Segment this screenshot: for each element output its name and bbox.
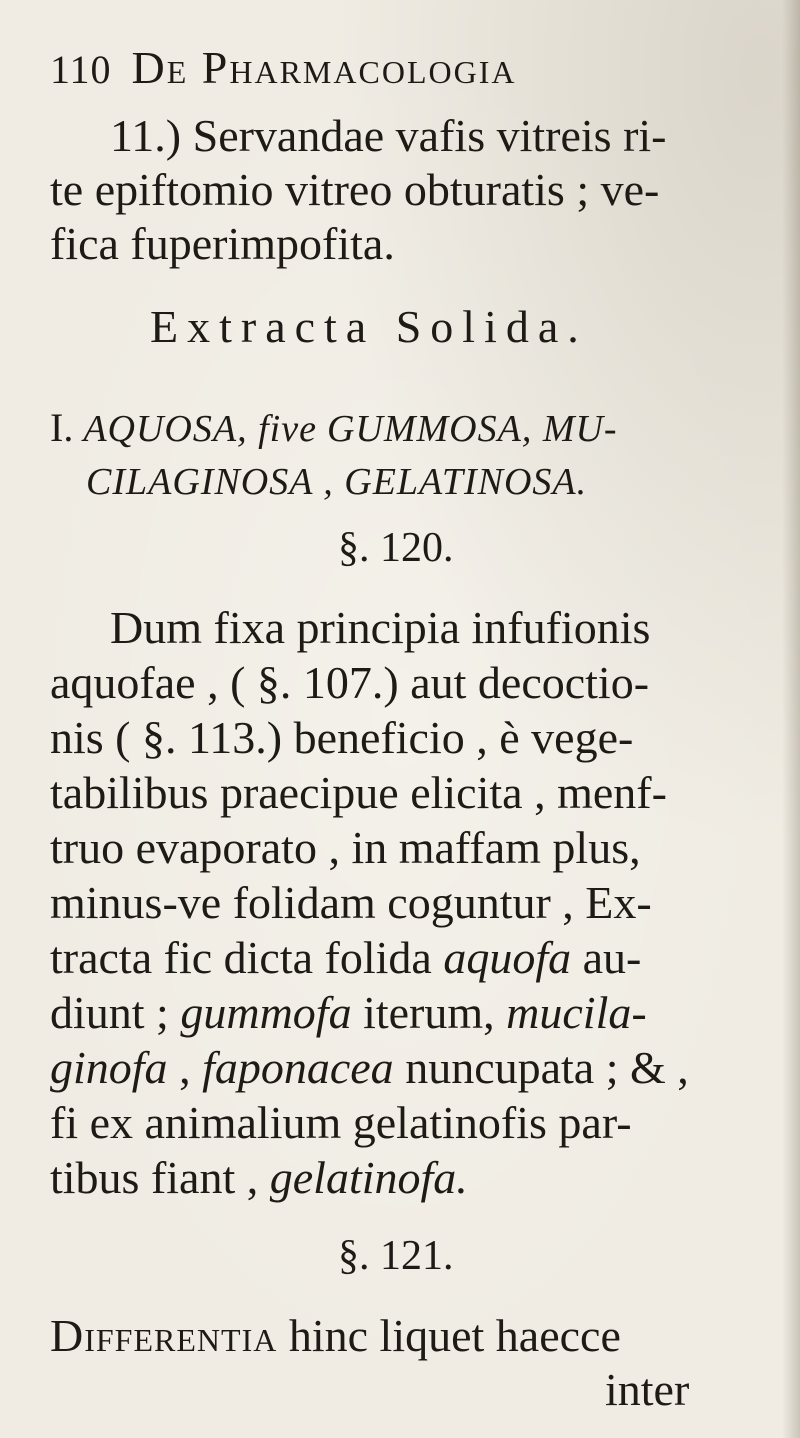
page-title: De Pharmacologia (131, 42, 517, 93)
para-120-line-11 (50, 1150, 468, 1206)
para-120-line-3: nis ( §. 113.) beneficio , è vege- (50, 712, 634, 763)
paragraph-11-line-3: fica fuperimpofita. (50, 218, 395, 269)
para-120-faponacea: faponacea (202, 1042, 394, 1093)
section-title: Extracta Solida. (150, 301, 588, 352)
para-120-gummofa: gummofa (180, 987, 352, 1038)
para-120-line-7-b: au- (571, 932, 642, 983)
subsection-heading-line-1 (50, 400, 618, 457)
para-121-catchword: inter (605, 1364, 690, 1415)
para-120-line-5: truo evaporato , in maffam plus, (50, 822, 641, 873)
page-number: 110 (50, 47, 112, 92)
para-120-mucila: mucila- (506, 987, 647, 1038)
para-121-line-1 (50, 1308, 621, 1364)
para-120-line-7 (50, 930, 641, 986)
subsection-heading-line-2: CILAGINOSA , GELATINOSA. (86, 461, 588, 503)
para-120-line-9 (50, 1040, 689, 1096)
para-120-gelatinofa: gelatinofa. (269, 1152, 468, 1203)
subsection-sep: , five (237, 408, 317, 450)
subsection-mu: , MU- (521, 408, 618, 450)
section-120-heading: §. 120. (338, 525, 454, 571)
para-120-line-9-b: nuncupata ; & , (393, 1042, 689, 1093)
para-121-line-1-b: hinc liquet haecce (277, 1310, 621, 1361)
para-120-line-7-a: tracta fic dicta folida (50, 932, 444, 983)
para-120-line-4: tabilibus praecipue elicita , menf- (50, 767, 667, 818)
subsection-gummosa: GUMMOSA (326, 408, 522, 450)
para-120-line-11-a: tibus fiant , (50, 1152, 270, 1203)
subsection-numeral: I. (50, 405, 74, 450)
para-120-line-9-a: , (167, 1042, 203, 1093)
para-120-line-10: fi ex animalium gelatinofis par- (50, 1097, 632, 1148)
subsection-aquosa: AQUOSA (83, 408, 238, 450)
para-120-line-8-b: iterum, (351, 987, 507, 1038)
paragraph-11-line-2: te epiftomio vitreo obturatis ; ve- (50, 164, 660, 215)
running-header (50, 40, 516, 98)
para-120-ginofa: ginofa (50, 1042, 168, 1093)
para-121-differentia: Differentia (50, 1310, 278, 1361)
section-121-heading: §. 121. (338, 1233, 454, 1279)
para-120-line-2: aquofae , ( §. 107.) aut decoctio- (50, 657, 650, 708)
para-120-line-8 (50, 985, 647, 1041)
paragraph-11-line-1: 11.) Servandae vafis vitreis ri- (110, 110, 667, 161)
para-120-line-6: minus-ve folidam coguntur , Ex- (50, 877, 652, 928)
para-120-line-8-a: diunt ; (50, 987, 181, 1038)
para-120-aquofa: aquofa (443, 932, 572, 983)
page-edge-shadow (782, 0, 800, 1438)
para-120-line-1: Dum fixa principia infufionis (110, 602, 651, 653)
